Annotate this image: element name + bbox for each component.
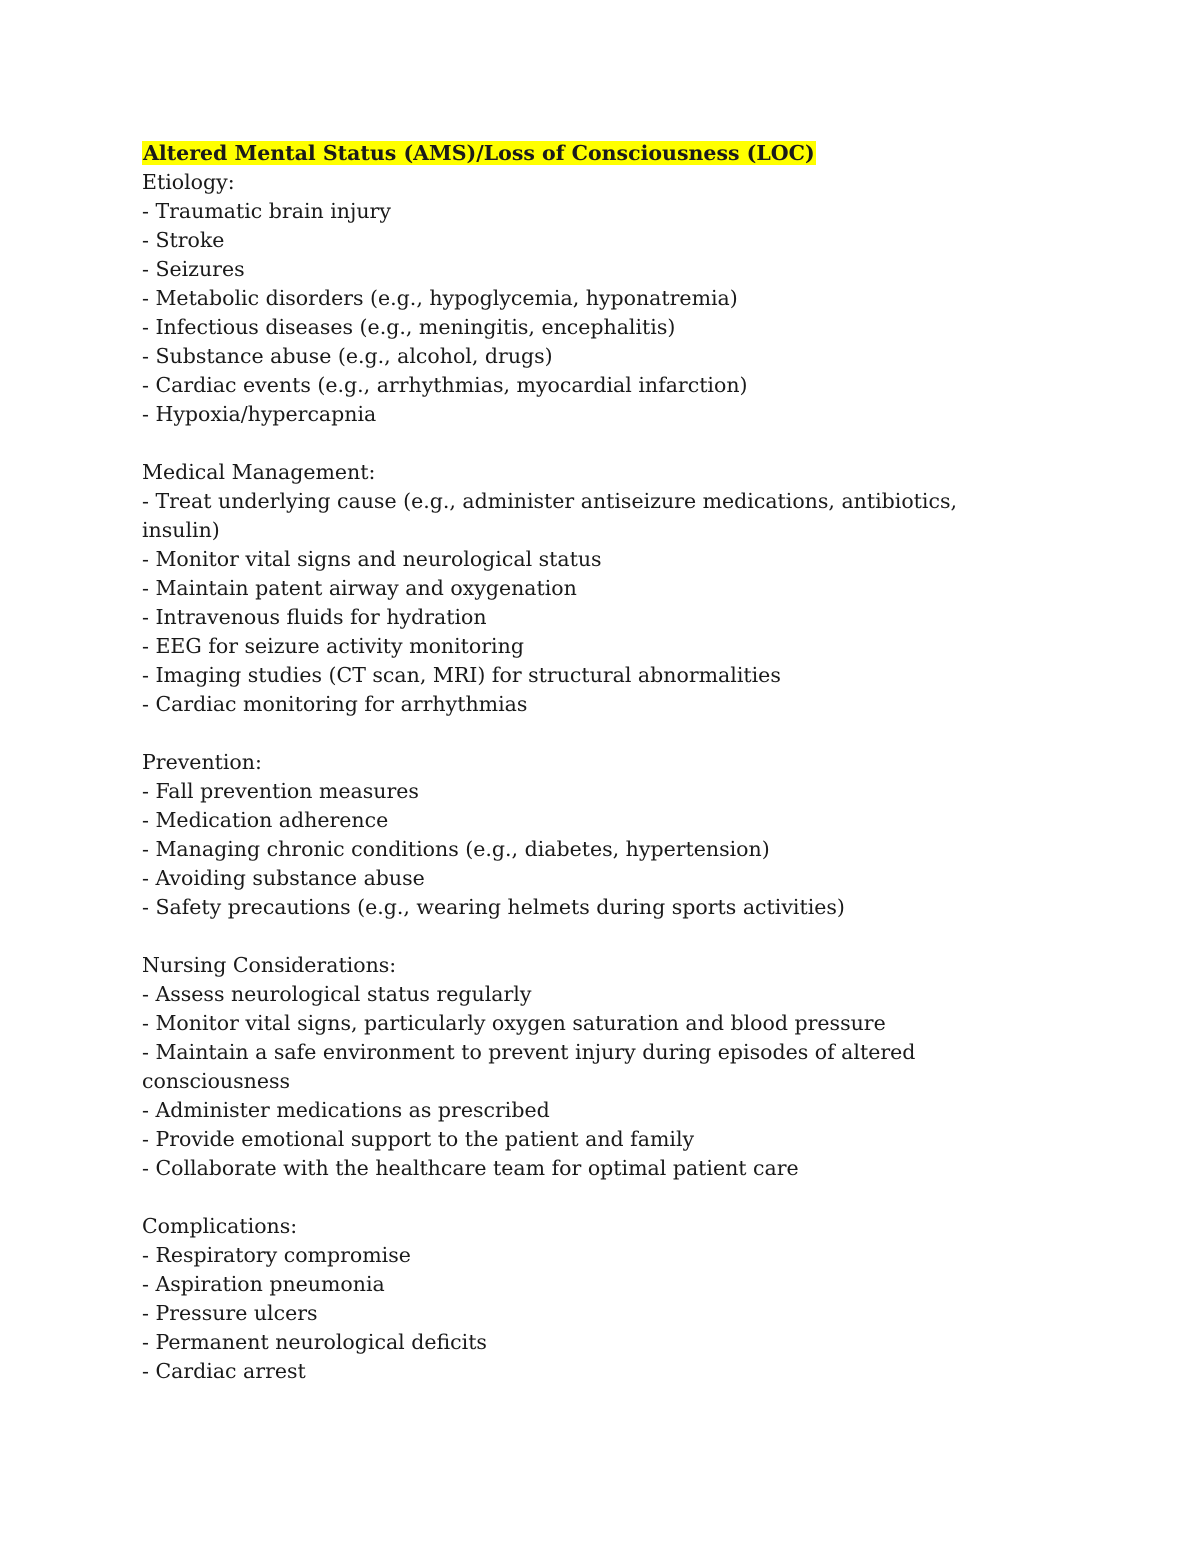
list-item: - Cardiac monitoring for arrhythmias [142,692,528,716]
list-item: - Monitor vital signs, particularly oxygen saturation and blood pressure [142,1011,886,1035]
list-item: - Maintain patent airway and oxygenation [142,576,577,600]
section-complications [142,1212,1042,1386]
list-item: - EEG for seizure activity monitoring [142,634,524,658]
title-line [142,139,1042,168]
list-item: - Monitor vital signs and neurological status [142,547,602,571]
list-item: - Metabolic disorders (e.g., hypoglycemia, hyponatremia) [142,286,738,310]
document-title: Altered Mental Status (AMS)/Loss of Consciousness (LOC) [143,141,815,165]
section-heading: Nursing Considerations: [142,953,397,977]
list-item: - Fall prevention measures [142,779,419,803]
list-item: - Permanent neurological deficits [142,1330,487,1354]
section-medical-management [142,458,1042,719]
list-item: - Assess neurological status regularly [142,982,532,1006]
list-item: - Avoiding substance abuse [142,866,425,890]
list-item: - Administer medications as prescribed [142,1098,550,1122]
list-item: - Aspiration pneumonia [142,1272,385,1296]
section-heading: Prevention: [142,750,262,774]
section-prevention [142,748,1042,922]
list-item: - Managing chronic conditions (e.g., diabetes, hypertension) [142,837,770,861]
list-item: - Safety precautions (e.g., wearing helmets during sports activities) [142,895,845,919]
list-item: - Hypoxia/hypercapnia [142,402,377,426]
section-heading: Etiology: [142,170,235,194]
list-item: - Substance abuse (e.g., alcohol, drugs) [142,344,553,368]
document-body [142,139,1042,1386]
list-item: - Collaborate with the healthcare team for optimal patient care [142,1156,799,1180]
list-item: - Respiratory compromise [142,1243,411,1267]
list-item: - Traumatic brain injury [142,199,391,223]
list-item: - Treat underlying cause (e.g., administer antiseizure medications, antibiotics, insulin) [142,489,957,542]
list-item: - Stroke [142,228,225,252]
list-item: - Medication adherence [142,808,389,832]
list-item: - Imaging studies (CT scan, MRI) for structural abnormalities [142,663,781,687]
list-item: - Maintain a safe environment to prevent injury during episodes of altered consciousness [142,1040,916,1093]
list-item: - Pressure ulcers [142,1301,318,1325]
list-item: - Infectious diseases (e.g., meningitis, encephalitis) [142,315,676,339]
section-etiology [142,168,1042,429]
list-item: - Cardiac arrest [142,1359,306,1383]
list-item: - Seizures [142,257,245,281]
list-item: - Cardiac events (e.g., arrhythmias, myocardial infarction) [142,373,748,397]
list-item: - Intravenous fluids for hydration [142,605,487,629]
list-item: - Provide emotional support to the patient and family [142,1127,695,1151]
section-nursing-considerations [142,951,1042,1183]
section-heading: Complications: [142,1214,298,1238]
section-heading: Medical Management: [142,460,376,484]
